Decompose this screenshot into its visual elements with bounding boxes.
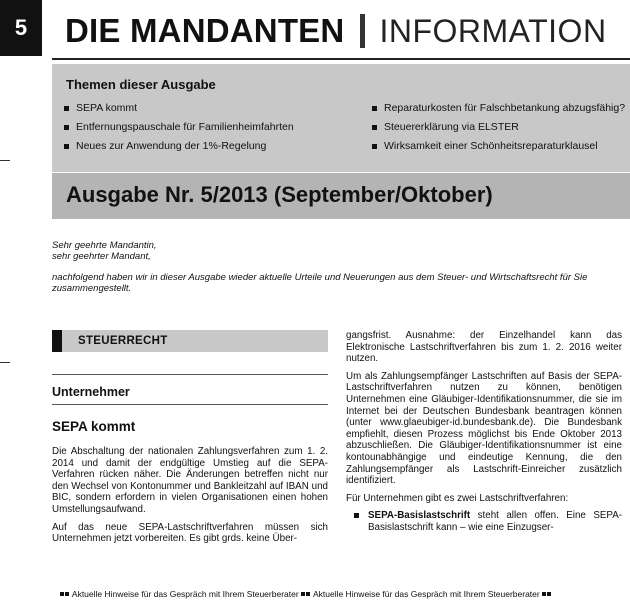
bullet-description: steht allen offen. Eine SEPA-Basislastschrift kann – wie eine Einzugser- bbox=[368, 510, 622, 533]
square-bullet-icon bbox=[64, 125, 69, 130]
square-icon bbox=[306, 592, 310, 596]
masthead-title-light: INFORMATION bbox=[379, 12, 607, 49]
article-paragraph: Die Abschaltung der nationalen Zahlungsverfahren zum 1. 2. 2014 und damit der endgültige Umstieg auf die SEPA-Verfahren rücken näher. Die Änderungen betreffen nicht nur den Wechsel von Kontonummer und Bankleitzahl auf IBAN und BIC, sondern erfordern in vielen Organisationen einen hohen Umstellungsaufwand. bbox=[52, 446, 328, 515]
footer-ribbon bbox=[60, 589, 552, 599]
topic-item: Neues zur Anwendung der 1%-Regelung bbox=[64, 140, 294, 159]
footer-text: Aktuelle Hinweise für das Gespräch mit Ihrem Steuerberater bbox=[71, 589, 299, 599]
article-column-right bbox=[346, 330, 622, 534]
topic-item: Wirksamkeit einer Schönheitsreparaturklausel bbox=[372, 140, 625, 159]
issue-banner bbox=[52, 173, 630, 219]
category-bar bbox=[52, 330, 328, 352]
bullet-text bbox=[368, 510, 622, 533]
masthead-divider bbox=[360, 14, 365, 48]
category-label: STEUERRECHT bbox=[78, 335, 168, 347]
category-marker bbox=[52, 330, 62, 352]
topic-item: Steuererklärung via ELSTER bbox=[372, 121, 625, 140]
salutation bbox=[52, 240, 622, 294]
square-icon bbox=[547, 592, 551, 596]
article-paragraph: Um als Zahlungsempfänger Lastschriften auf Basis der SEPA-Lastschriftverfahren nutzen zu können, benötigen Unternehmen eine Gläubiger-Identifikationsnummer, die sie im Internet bei der Deutschen Bundesbank beantragen können (unter www.glaeubiger-id.bundesbank.de). Die Bundesbank empfiehlt, diesen Prozess möglichst bis Ende Oktober 2013 abzuschließen. Die Gläubiger-Identifikationsnummer ist eine kontounabhängige und eindeutige Kennung, die den Zahlungsempfänger als Lastschrift-Einreicher zusätzlich identifiziert. bbox=[346, 370, 622, 487]
issue-title: Ausgabe Nr. 5/2013 (September/Oktober) bbox=[66, 182, 493, 207]
square-icon bbox=[301, 592, 305, 596]
margin-mark bbox=[0, 362, 10, 363]
masthead bbox=[65, 6, 607, 56]
article-heading: SEPA kommt bbox=[52, 419, 136, 434]
topic-item: Entfernungspauschale für Familienheimfahrten bbox=[64, 121, 294, 140]
article-paragraph: gangsfrist. Ausnahme: der Einzelhandel kann das Elektronische Lastschriftverfahren bis zum 1. 2. 2016 weiter nutzen. bbox=[346, 330, 622, 365]
topics-list-right bbox=[372, 102, 625, 159]
margin-mark bbox=[0, 160, 10, 161]
square-bullet-icon bbox=[372, 144, 377, 149]
page-number: 5 bbox=[0, 0, 42, 56]
square-icon bbox=[60, 592, 64, 596]
square-bullet-icon bbox=[372, 125, 377, 130]
square-bullet-icon bbox=[64, 144, 69, 149]
square-bullet-icon bbox=[354, 513, 359, 518]
header-rule bbox=[52, 58, 630, 60]
article-paragraph: Für Unternehmen gibt es zwei Lastschriftverfahren: bbox=[346, 492, 569, 504]
bullet-term: SEPA-Basislastschrift bbox=[368, 510, 471, 522]
section-rule bbox=[52, 374, 328, 375]
topics-list-left bbox=[64, 102, 294, 159]
topic-item: SEPA kommt bbox=[64, 102, 294, 121]
topic-item: Reparaturkosten für Falschbetankung abzugsfähig? bbox=[372, 102, 625, 121]
topics-box bbox=[52, 64, 630, 172]
masthead-title-bold: DIE MANDANTEN bbox=[65, 12, 345, 49]
square-icon bbox=[65, 592, 69, 596]
salutation-line: Sehr geehrte Mandantin, bbox=[52, 240, 157, 251]
square-icon bbox=[542, 592, 546, 596]
intro-text: nachfolgend haben wir in dieser Ausgabe wieder aktuelle Urteile und Neuerungen aus dem Steuer- und Wirtschaftsrecht für Sie zusammengestellt. bbox=[52, 272, 588, 294]
square-bullet-icon bbox=[64, 106, 69, 111]
square-bullet-icon bbox=[372, 106, 377, 111]
topics-title: Themen dieser Ausgabe bbox=[66, 77, 216, 92]
article-column-left bbox=[52, 446, 328, 551]
section-rule bbox=[52, 404, 328, 405]
bullet-item bbox=[354, 510, 622, 533]
salutation-line: sehr geehrter Mandant, bbox=[52, 251, 151, 262]
footer-text: Aktuelle Hinweise für das Gespräch mit Ihrem Steuerberater bbox=[312, 589, 540, 599]
section-heading: Unternehmer bbox=[52, 385, 130, 399]
article-paragraph: Auf das neue SEPA-Lastschriftverfahren müssen sich Unternehmen jetzt vorbereiten. Es gibt grds. keine Über- bbox=[52, 521, 328, 545]
